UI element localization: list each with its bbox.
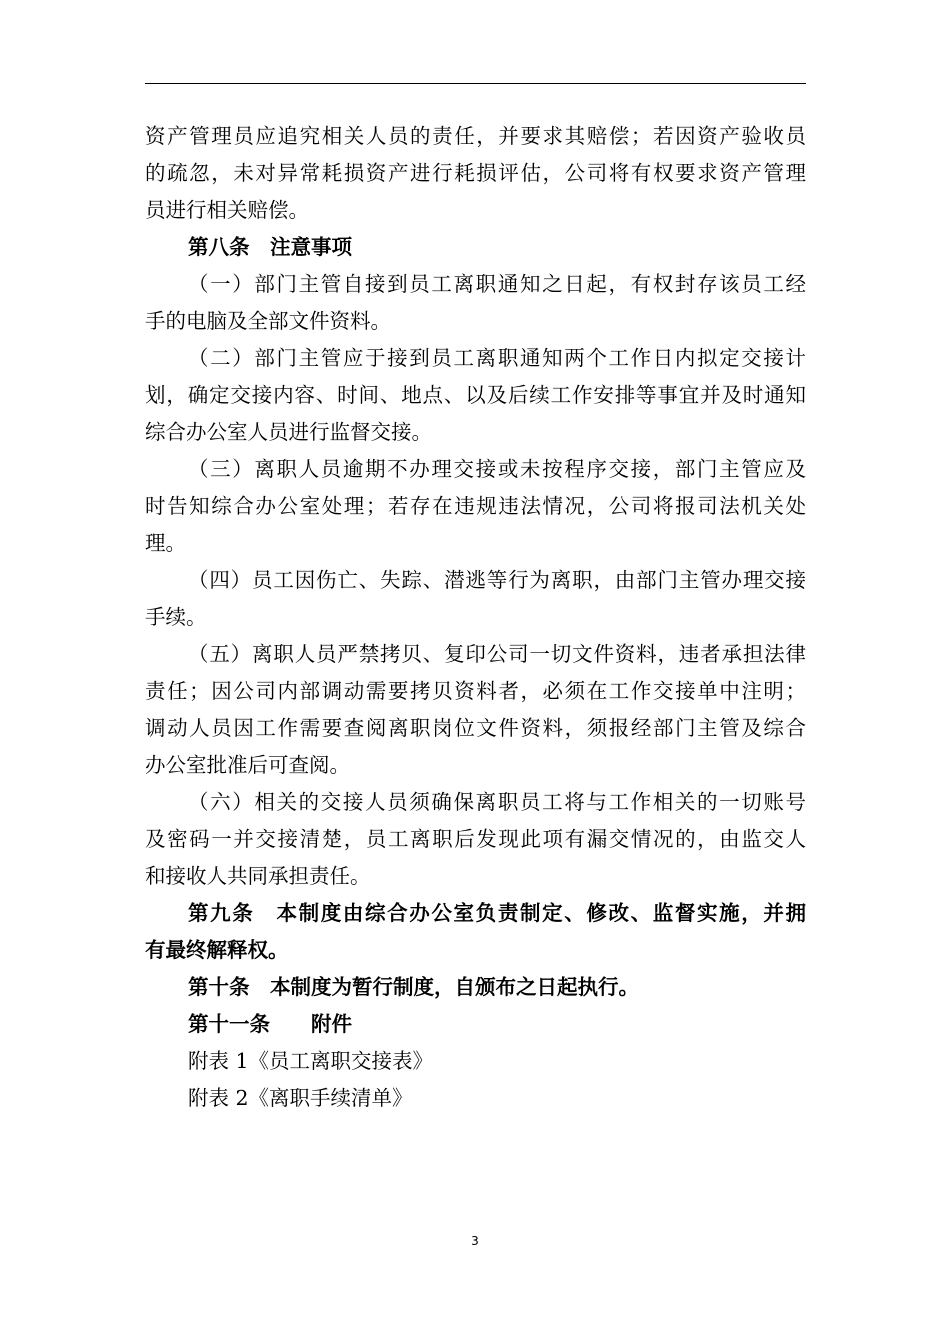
article-heading: 第九条 本制度由综合办公室负责制定、修改、监督实施，并拥 <box>188 901 806 925</box>
text-line: 时告知综合办公室处理；若存在违规违法情况，公司将报司法机关处 <box>145 494 806 518</box>
article-heading: 有最终解释权。 <box>145 938 289 962</box>
header-rule <box>145 83 806 84</box>
text-line: 手续。 <box>145 605 207 629</box>
text-line: 员进行相关赔偿。 <box>145 198 309 222</box>
text-line: 责任；因公司内部调动需要拷贝资料者，必须在工作交接单中注明； <box>145 679 806 703</box>
text-line: 和接收人共同承担责任。 <box>145 864 371 888</box>
text-line: 理。 <box>145 531 186 555</box>
text-line: 办公室批准后可查阅。 <box>145 753 350 777</box>
document-body <box>145 118 806 1117</box>
text-line: （一）部门主管自接到员工离职通知之日起，有权封存该员工经 <box>188 272 806 296</box>
article-heading: 第十条 本制度为暂行制度，自颁布之日起执行。 <box>188 975 639 999</box>
text-line: 综合办公室人员进行监督交接。 <box>145 420 432 444</box>
text-line: 划，确定交接内容、时间、地点、以及后续工作安排等事宜并及时通知 <box>145 383 806 407</box>
article-heading: 第十一条 附件 <box>188 1012 352 1036</box>
text-line: 的疏忽，未对异常耗损资产进行耗损评估，公司将有权要求资产管理 <box>145 161 806 185</box>
article-heading: 第八条 注意事项 <box>188 235 352 259</box>
text-line: （六）相关的交接人员须确保离职员工将与工作相关的一切账号 <box>188 790 806 814</box>
text-line: （三）离职人员逾期不办理交接或未按程序交接，部门主管应及 <box>188 457 806 481</box>
text-line: 资产管理员应追究相关人员的责任，并要求其赔偿；若因资产验收员 <box>145 124 806 148</box>
text-line: 及密码一并交接清楚，员工离职后发现此项有漏交情况的，由监交人 <box>145 827 806 851</box>
text-line: （五）离职人员严禁拷贝、复印公司一切文件资料，违者承担法律 <box>188 642 806 666</box>
attachment-item: 附表 1《员工离职交接表》 <box>188 1049 434 1073</box>
text-line: （四）员工因伤亡、失踪、潜逃等行为离职，由部门主管办理交接 <box>188 568 806 592</box>
attachment-item: 附表 2《离职手续清单》 <box>188 1086 413 1110</box>
text-line: 手的电脑及全部文件资料。 <box>145 309 391 333</box>
text-line: 调动人员因工作需要查阅离职岗位文件资料，须报经部门主管及综合 <box>145 716 806 740</box>
page-number: 3 <box>471 1234 479 1248</box>
text-line: （二）部门主管应于接到员工离职通知两个工作日内拟定交接计 <box>188 346 806 370</box>
